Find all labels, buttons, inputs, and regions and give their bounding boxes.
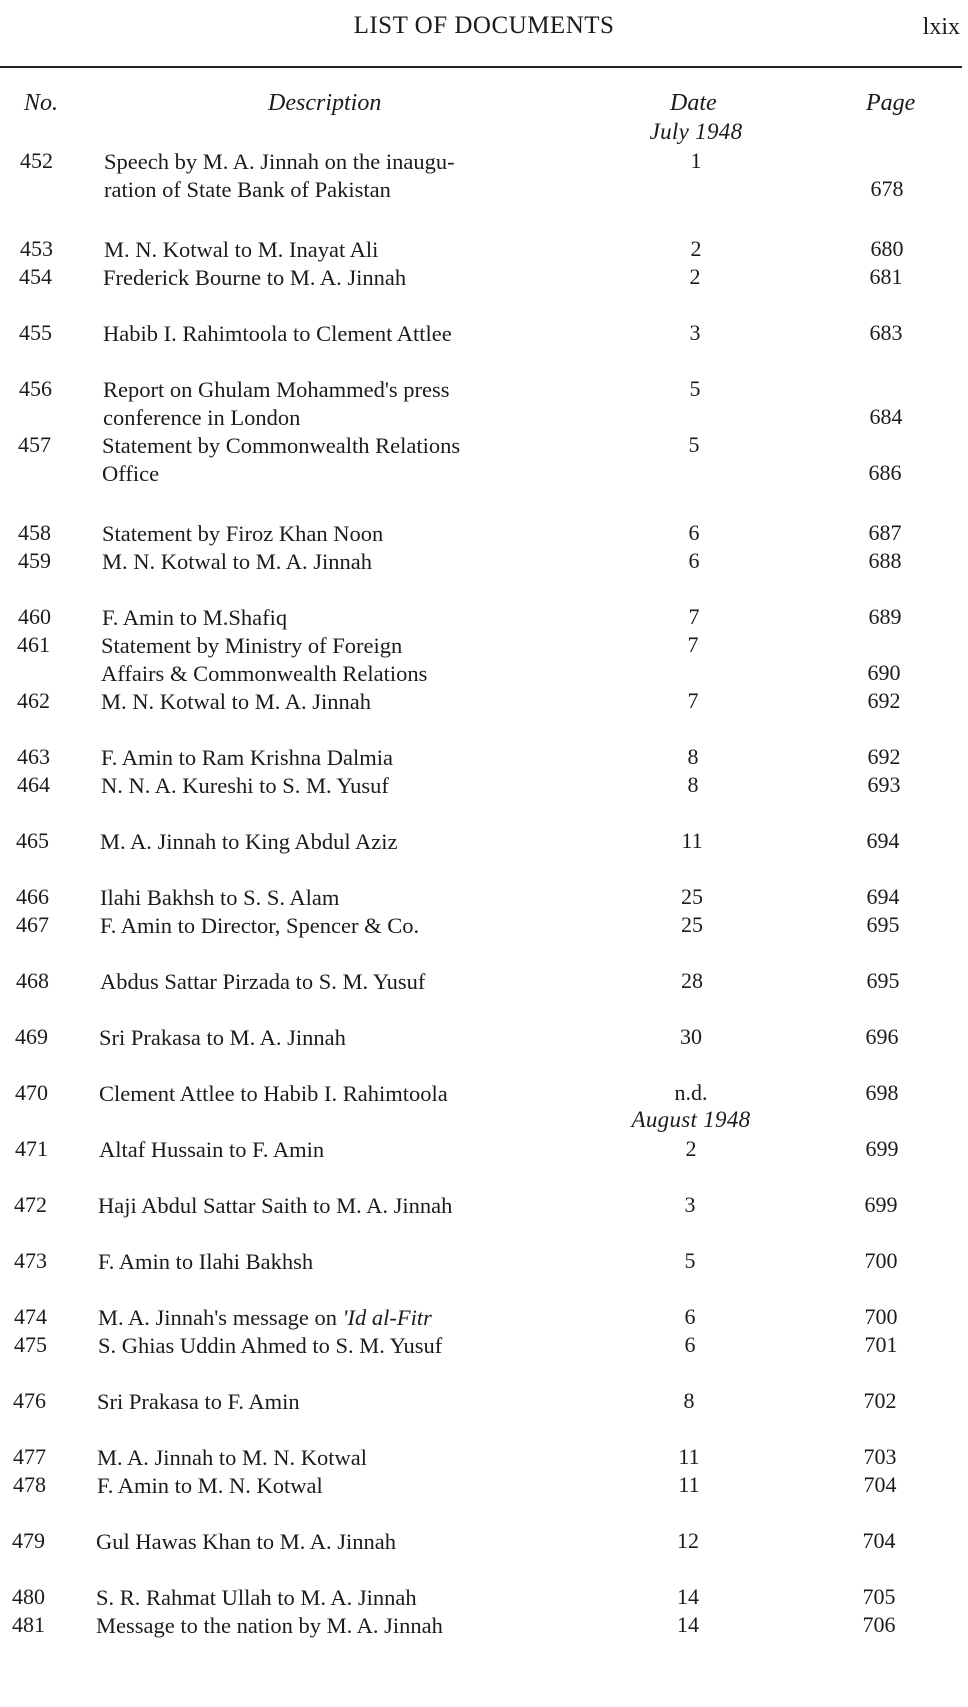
column-header-date: Date [670,90,717,116]
document-row [0,264,968,320]
document-page: 704 [863,1472,897,1497]
document-page: 694 [866,828,900,853]
document-page: 690 [867,660,901,685]
document-date: 6 [688,548,700,573]
folio-number: lxix [922,14,960,40]
description-line: Speech by M. A. Jinnah on the inaugu- [104,149,455,174]
document-number: 453 [20,236,53,261]
document-description [98,1248,588,1276]
description-line: Abdus Sattar Pirzada to S. M. Yusuf [100,969,426,994]
document-page: 692 [867,744,901,769]
document-row [0,1388,968,1444]
document-row [0,1136,968,1192]
document-page: 704 [862,1528,896,1553]
document-date: n.d. [674,1080,708,1105]
document-description [102,432,592,488]
document-date: 6 [684,1304,696,1329]
document-number: 464 [17,772,50,797]
document-description [99,1136,589,1164]
document-row [0,432,968,488]
description-line: Statement by Firoz Khan Noon [102,521,384,546]
document-number: 472 [14,1192,47,1217]
description-line: M. A. Jinnah to M. N. Kotwal [97,1445,367,1470]
document-description [96,1528,586,1556]
document-description [96,1584,586,1612]
document-page: 681 [869,264,903,289]
document-description [97,1472,587,1500]
document-row [0,376,968,432]
description-line: F. Amin to M. N. Kotwal [97,1473,323,1498]
document-page: 695 [866,968,900,993]
document-row [0,1332,968,1388]
document-row [0,688,968,744]
document-number: 470 [15,1080,48,1105]
document-row [0,1248,968,1304]
description-line: Message to the nation by M. A. Jinnah [96,1613,443,1638]
document-number: 454 [19,264,52,289]
document-description [99,1024,589,1052]
column-header-page: Page [866,90,916,116]
header-rule [0,66,962,68]
document-number: 452 [20,148,53,173]
document-page: 692 [867,688,901,713]
description-line: Affairs & Commonwealth Relations [101,661,428,686]
document-number: 475 [14,1332,47,1357]
document-description [103,376,593,432]
document-number: 477 [13,1444,46,1469]
document-number: 478 [13,1472,46,1497]
document-row [0,1192,968,1248]
document-number: 460 [18,604,51,629]
description-line: F. Amin to Director, Spencer & Co. [100,913,420,938]
document-page: 696 [865,1024,899,1049]
document-date: 11 [681,828,703,853]
document-date: 7 [687,632,699,657]
document-number: 462 [17,688,50,713]
document-row [0,632,968,688]
document-description [102,604,592,632]
document-row [0,912,968,968]
document-number: 461 [17,632,50,657]
document-date: 8 [683,1388,695,1413]
document-page: 689 [868,604,902,629]
document-row [0,828,968,884]
document-number: 476 [13,1388,46,1413]
document-date: 5 [684,1248,696,1273]
document-description [97,1388,587,1416]
document-page: 678 [870,176,904,201]
document-number: 457 [18,432,51,457]
document-number: 465 [16,828,49,853]
description-line: S. Ghias Uddin Ahmed to S. M. Yusuf [98,1333,443,1358]
description-line: F. Amin to Ilahi Bakhsh [98,1249,314,1274]
italic-term: 'Id al-Fitr [342,1305,432,1330]
document-description [98,1304,588,1332]
document-date: 6 [684,1332,696,1357]
document-date: 7 [688,604,700,629]
document-description [100,968,590,996]
document-row [0,1528,968,1584]
document-number: 458 [18,520,51,545]
document-date: 5 [689,376,701,401]
description-line: S. R. Rahmat Ullah to M. A. Jinnah [96,1585,417,1610]
description-line: M. A. Jinnah's message on 'Id al-Fitr [98,1305,432,1330]
document-description [101,744,591,772]
document-date: 28 [681,968,703,993]
document-page: 700 [864,1304,898,1329]
description-line: ration of State Bank of Pakistan [104,177,391,202]
document-date: 2 [689,264,701,289]
document-description [100,884,590,912]
description-line: Gul Hawas Khan to M. A. Jinnah [96,1529,396,1554]
document-row [0,1612,968,1668]
description-line: Report on Ghulam Mohammed's press [103,377,450,402]
document-page: 695 [866,912,900,937]
document-description [102,548,592,576]
running-title: LIST OF DOCUMENTS [353,12,615,39]
document-description [101,772,591,800]
document-description [101,632,591,688]
document-page: 701 [864,1332,898,1357]
document-row [0,148,968,204]
description-line: Altaf Hussain to F. Amin [99,1137,325,1162]
document-row [0,1024,968,1080]
description-line: Office [102,461,160,486]
document-page: 688 [868,548,902,573]
description-line: Sri Prakasa to M. A. Jinnah [99,1025,346,1050]
document-date: 12 [677,1528,699,1553]
document-row [0,1080,968,1136]
document-row [0,1472,968,1528]
description-line: N. N. A. Kureshi to S. M. Yusuf [101,773,389,798]
document-row [0,548,968,604]
document-row [0,968,968,1024]
document-description [104,236,594,264]
month-heading: August 1948 [631,1107,751,1132]
document-date: 14 [677,1584,699,1609]
document-date: 2 [685,1136,697,1161]
description-line: Haji Abdul Sattar Saith to M. A. Jinnah [98,1193,453,1218]
document-description [98,1332,588,1360]
description-line: Habib I. Rahimtoola to Clement Attlee [103,321,452,346]
document-date: 3 [684,1192,696,1217]
description-line: conference in London [103,405,301,430]
description-line: Clement Attlee to Habib I. Rahimtoola [99,1081,448,1106]
document-description [98,1192,588,1220]
document-date: 3 [689,320,701,345]
document-description [96,1612,586,1640]
document-number: 468 [16,968,49,993]
document-page: 699 [864,1192,898,1217]
document-description [104,148,594,204]
column-header-no: No. [24,90,59,116]
document-row [0,320,968,376]
document-number: 467 [16,912,49,937]
document-number: 481 [12,1612,45,1637]
description-line: F. Amin to Ram Krishna Dalmia [101,745,393,770]
document-date: 14 [677,1612,699,1637]
document-description [100,828,590,856]
document-number: 480 [12,1584,45,1609]
document-number: 459 [18,548,51,573]
document-date: 2 [690,236,702,261]
document-number: 455 [19,320,52,345]
document-date: 11 [678,1444,700,1469]
description-line: M. N. Kotwal to M. A. Jinnah [102,549,372,574]
document-page: 694 [866,884,900,909]
document-description [99,1080,589,1108]
document-number: 466 [16,884,49,909]
document-date: 6 [688,520,700,545]
document-page: 702 [863,1388,897,1413]
description-line: Ilahi Bakhsh to S. S. Alam [100,885,340,910]
document-page: 706 [862,1612,896,1637]
document-description [101,688,591,716]
document-page: 684 [869,404,903,429]
document-date: 30 [680,1024,702,1049]
document-description [103,264,593,292]
document-page: 683 [869,320,903,345]
document-number: 463 [17,744,50,769]
document-number: 471 [15,1136,48,1161]
document-page: 698 [865,1080,899,1105]
description-line: M. N. Kotwal to M. Inayat Ali [104,237,379,262]
document-date: 1 [690,148,702,173]
document-page: 693 [867,772,901,797]
document-page: 700 [864,1248,898,1273]
document-date: 5 [688,432,700,457]
document-number: 474 [14,1304,47,1329]
document-description [100,912,590,940]
column-header-description: Description [268,90,382,116]
document-page: 686 [868,460,902,485]
document-description [103,320,593,348]
document-number: 473 [14,1248,47,1273]
document-page: 703 [863,1444,897,1469]
document-number: 469 [15,1024,48,1049]
document-description [97,1444,587,1472]
document-page: 705 [862,1584,896,1609]
document-number: 479 [12,1528,45,1553]
document-date: 8 [687,744,699,769]
month-heading: July 1948 [649,119,743,144]
document-page: 680 [870,236,904,261]
description-line: M. N. Kotwal to M. A. Jinnah [101,689,371,714]
document-number: 456 [19,376,52,401]
description-line: M. A. Jinnah to King Abdul Aziz [100,829,398,854]
document-date: 8 [687,772,699,797]
document-date: 25 [681,884,703,909]
description-line: Frederick Bourne to M. A. Jinnah [103,265,407,290]
document-date: 25 [681,912,703,937]
description-line: Sri Prakasa to F. Amin [97,1389,300,1414]
document-page: 687 [868,520,902,545]
description-line: Statement by Ministry of Foreign [101,633,403,658]
document-description [102,520,592,548]
description-line: F. Amin to M.Shafiq [102,605,288,630]
document-page: 699 [865,1136,899,1161]
document-row [0,772,968,828]
document-date: 11 [678,1472,700,1497]
document-date: 7 [687,688,699,713]
description-line: Statement by Commonwealth Relations [102,433,461,458]
